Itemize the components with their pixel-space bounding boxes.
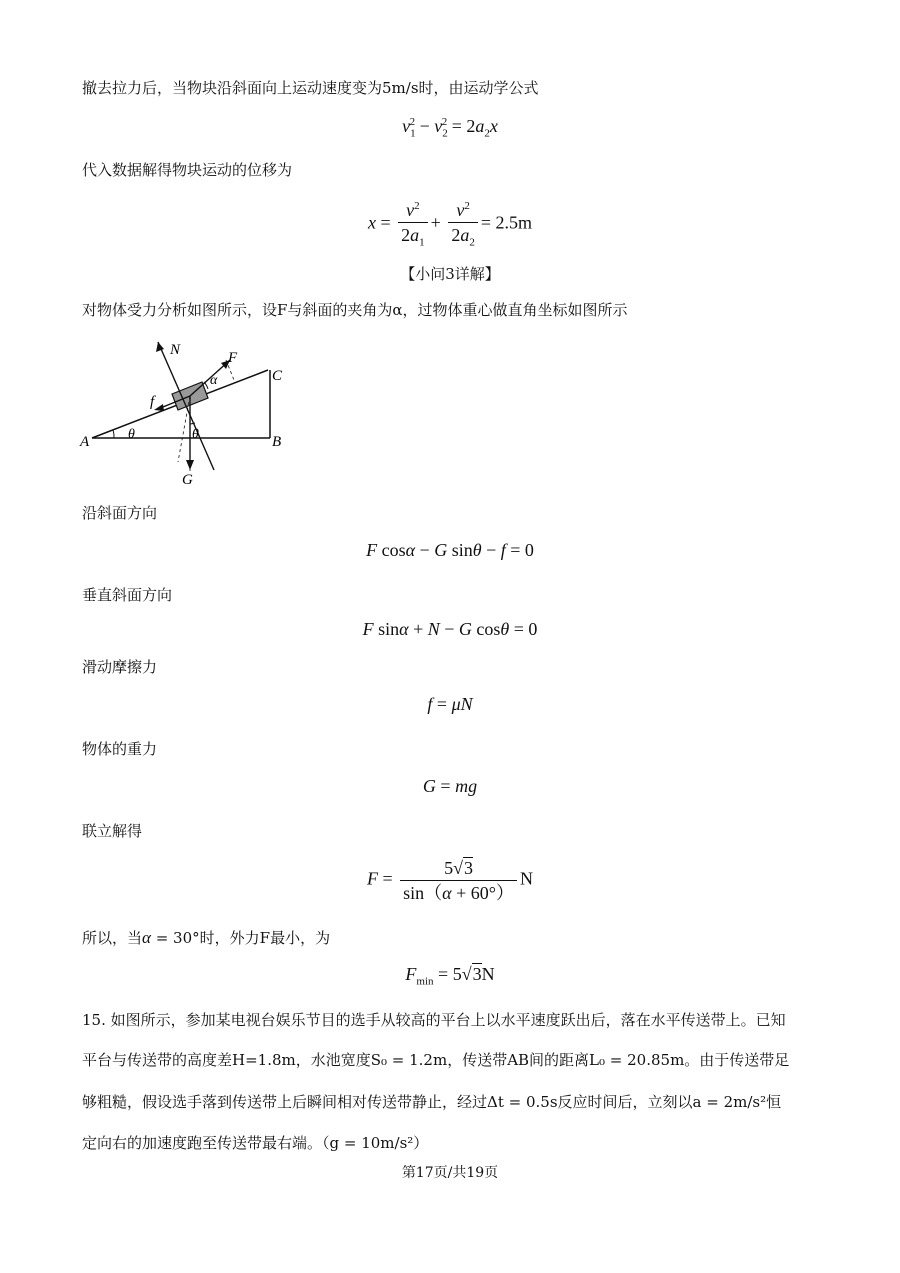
label-theta-2: θ — [192, 427, 199, 442]
text-paragraph-5: 垂直斜面方向 — [82, 586, 173, 604]
equation-force-result: F = $\frac{5√3}{\sin(\alpha + 60^\circ)}$ N — [367, 858, 533, 903]
gravity-arrowhead — [186, 460, 194, 470]
text-paragraph-1: 撤去拉力后，当物块沿斜面向上运动速度变为5m/s时，由运动学公式 — [82, 79, 539, 97]
friction-arrowhead — [154, 404, 164, 411]
text-paragraph-9: 所以，当α = 30°时，外力F最小，为 — [82, 928, 331, 947]
text-paragraph-7: 物体的重力 — [82, 740, 158, 758]
equation-kinematics: $v_1^2 - v_2^2 = 2a_2x$ — [402, 116, 498, 140]
text-paragraph-2: 代入数据解得物块运动的位移为 — [82, 161, 293, 179]
question-15-line-4: 定向右的加速度跑至传送带最右端。（g = 10m/s²） — [82, 1134, 429, 1152]
force-diagram — [78, 332, 298, 492]
page-footer: 第17页/共19页 — [401, 1165, 499, 1181]
label-b: B — [272, 434, 282, 450]
section-heading: 【小问3详解】 — [400, 265, 500, 283]
equation-fmin: $F_{min} = 5√3N$ — [405, 964, 495, 988]
text-paragraph-3: 对物体受力分析如图所示，设F与斜面的夹角为α，过物体重心做直角坐标如图所示 — [82, 301, 628, 319]
question-15-line-1: 15. 如图所示，参加某电视台娱乐节目的选手从较高的平台上以水平速度跃出后，落在水平传送带上。已知 — [82, 1011, 786, 1029]
label-c: C — [272, 368, 283, 384]
equation-along-incline: F cosα − G sinθ − f = 0 — [366, 540, 534, 560]
text-paragraph-4: 沿斜面方向 — [82, 504, 158, 522]
label-alpha: α — [210, 373, 218, 388]
question-15-line-2: 平台与传送带的高度差H=1.8m，水池宽度S₀ = 1.2m，传送带AB间的距离L₀ = 20.85m。由于传送带足 — [82, 1051, 790, 1069]
text-paragraph-8: 联立解得 — [82, 822, 143, 840]
label-a: A — [80, 434, 90, 450]
label-g: G — [182, 472, 193, 488]
text-paragraph-9-suffix: 时，外力F最小，为 — [199, 929, 331, 947]
text-paragraph-6: 滑动摩擦力 — [82, 658, 158, 676]
equation-friction: f = μN — [427, 694, 473, 714]
equation-gravity: G = mg — [422, 776, 478, 796]
theta-arc-a — [113, 430, 114, 438]
question-15-line-3: 够粗糙，假设选手落到传送带上后瞬间相对传送带静止，经过Δt = 0.5s反应时间后，立刻以a = 2m/s²恒 — [82, 1093, 782, 1111]
label-n: N — [170, 342, 181, 358]
text-paragraph-9-prefix: 所以，当 — [82, 929, 143, 947]
normal-arrowhead — [156, 342, 164, 352]
label-friction: f — [150, 394, 155, 410]
label-theta-1: θ — [128, 427, 135, 442]
label-f-force: F — [228, 350, 238, 366]
equation-displacement: x = $\frac{v^2}{2a_1}$ + $\frac{v^2}{2a_2}$ = 2.5m — [0, 196, 900, 253]
equation-perpendicular: F sinα + N − G cosθ = 0 — [362, 619, 538, 639]
